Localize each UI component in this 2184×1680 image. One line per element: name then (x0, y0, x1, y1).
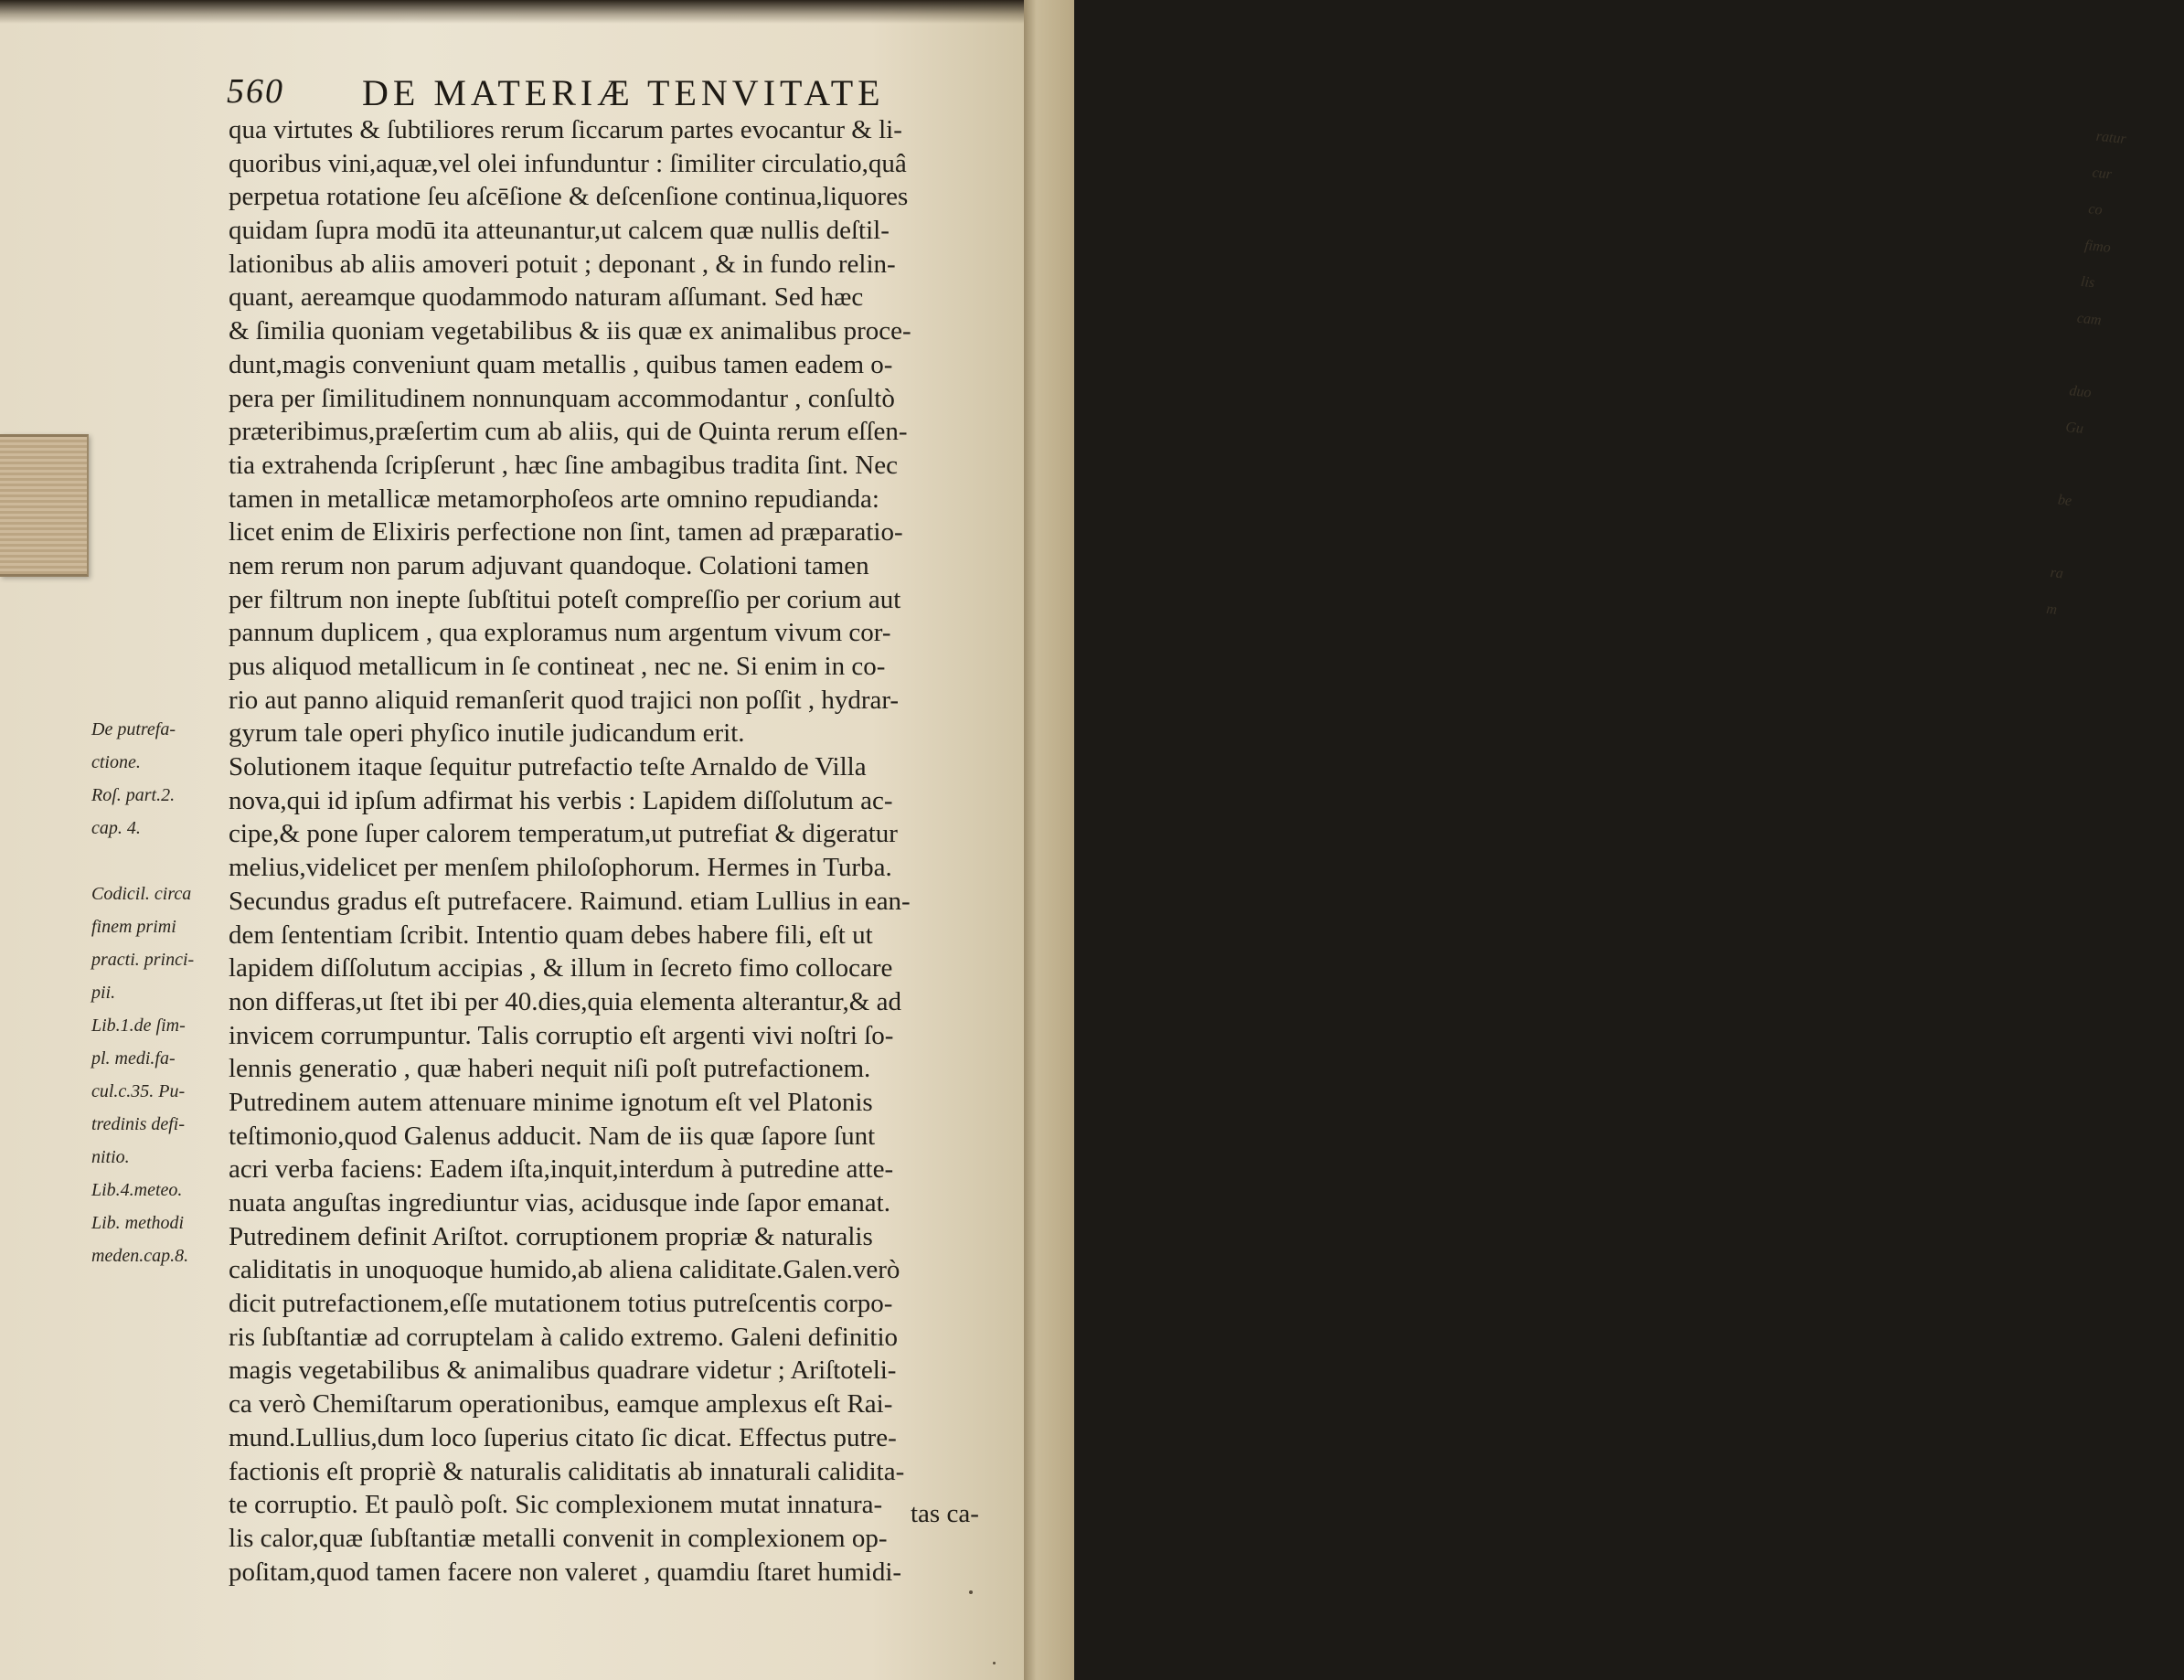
text-line: dem ſententiam ſcribit. Intentio quam debes habere fili, eſt ut (229, 920, 873, 950)
text-line: te corruptio. Et paulò poſt. Sic complexionem mutat innatura- (229, 1490, 883, 1520)
text-line: præteribimus,præſertim cum ab aliis, qui de Quinta rerum eſſen- (229, 417, 908, 447)
margin-note-line: ctione. (91, 752, 141, 772)
margin-note-line: Codicil. circa (91, 884, 192, 904)
text-line: lationibus ab aliis amoveri potuit ; deponant , & in fundo relin- (229, 249, 896, 279)
text-line: dicit putrefactionem,eſſe mutationem totius putreſcentis corpo- (229, 1289, 893, 1319)
margin-note-line: Lib.4.meteo. (91, 1180, 183, 1200)
text-line: lapidem diſſolutum accipias , & illum in ſecreto fimo collocare (229, 953, 893, 984)
page-edge-shadow (0, 0, 1024, 24)
text-line: invicem corrumpuntur. Talis corruptio eſt argenti vivi noſtri ſo- (229, 1020, 894, 1050)
text-line: quoribus vini,aquæ,vel olei infunduntur : ſimiliter circulatio,quâ (229, 148, 907, 178)
margin-note-line (91, 845, 227, 877)
text-line: Putredinem autem attenuare minime ignotum eſt vel Platonis (229, 1087, 873, 1117)
text-line: poſitam,quod tamen facere non valeret , quamdiu ſtaret humidi- (229, 1557, 902, 1587)
margin-note-line: Lib. methodi (91, 1213, 185, 1233)
text-line: lis calor,quæ ſubſtantiæ metalli convenit in complexionem op- (229, 1523, 888, 1553)
margin-note-line: pl. medi.fa- (91, 1048, 176, 1069)
text-line: nuata anguſtas ingrediuntur vias, acidusque inde ſapor emanat. (229, 1188, 890, 1217)
text-line: non differas,ut ſtet ibi per 40.dies,quia elementa alterantur,& ad (229, 986, 901, 1016)
text-line: acri verba faciens: Eadem iſta,inquit,interdum à putredine atte- (229, 1154, 894, 1185)
margin-note-line: pii. (91, 983, 116, 1003)
text-line: teſtimonio,quod Galenus adducit. Nam de iis quæ ſapore ſunt (229, 1121, 876, 1151)
show-through-text: ratur cur co fimo lis cam duo Gu be ra m (2045, 91, 2127, 618)
text-line: factionis eſt propriè & naturalis caliditatis ab innaturali calidita- (229, 1456, 905, 1486)
text-line: lennis generatio , quæ haberi nequit niſi poſt putrefactionem. (229, 1054, 871, 1084)
text-line: ca verò Chemiſtarum operationibus, eamque amplexus eſt Rai- (229, 1389, 893, 1419)
text-line: tamen in metallicæ metamorphoſeos arte omnino repudianda: (229, 484, 879, 514)
margin-note-line: Lib.1.de ſim- (91, 1015, 186, 1036)
text-line: nem rerum non parum adjuvant quandoque. Colationi tamen (229, 550, 869, 580)
text-line: & ſimilia quoniam vegetabilibus & iis quæ ex animalibus proce- (229, 316, 911, 346)
text-line: cipe,& pone ſuper calorem temperatum,ut putrefiat & digeratur (229, 819, 898, 849)
body-text (229, 113, 969, 1589)
margin-note-line: Roſ. part.2. (91, 785, 176, 805)
text-line: mund.Lullius,dum loco ſuperius citato ſic dicat. Effectus putre- (229, 1422, 897, 1452)
margin-notes (91, 713, 227, 1272)
text-line: pannum duplicem , qua exploramus num argentum vivum cor- (229, 618, 891, 648)
ink-speck (969, 1590, 973, 1594)
text-line: ris ſubſtantiæ ad corruptelam à calido extremo. Galeni definitio (229, 1322, 899, 1352)
text-line: pus aliquod metallicum in ſe contineat , nec ne. Si enim in co- (229, 652, 886, 681)
margin-note-line: meden.cap.8. (91, 1246, 189, 1266)
margin-note-line: cap. 4. (91, 818, 141, 838)
text-line: caliditatis in unoquoque humido,ab aliena caliditate.Galen.verò (229, 1255, 900, 1285)
text-line: rio aut panno aliquid remanſerit quod trajici non poſſit , hydrar- (229, 685, 900, 715)
catchword: tas ca- (911, 1499, 979, 1528)
page-number: 560 (227, 72, 284, 111)
next-page-edge (1024, 0, 2127, 1680)
ink-speck (993, 1662, 996, 1664)
margin-note-line: cul.c.35. Pu- (91, 1081, 186, 1101)
running-header (227, 64, 885, 113)
text-line: melius,videlicet per menſem philoſophorum. Hermes in Turba. (229, 853, 892, 883)
text-line: gyrum tale operi phyſico inutile judicandum erit. (229, 718, 745, 749)
margin-note-line: nitio. (91, 1147, 130, 1167)
text-line: quant, aereamque quodammodo naturam aſſumant. Sed hæc (229, 282, 864, 313)
text-line: licet enim de Elixiris perfectione non ſint, tamen ad præparatio- (229, 517, 903, 548)
paper-bookmark (0, 434, 89, 577)
margin-note-line: finem primi (91, 917, 176, 937)
text-line: nova,qui id ipſum adfirmat his verbis : Lapidem diſſolutum ac- (229, 785, 893, 815)
text-line: tia extrahenda ſcripſerunt , hæc ſine ambagibus tradita ſint. Nec (229, 450, 898, 480)
text-line: perpetua rotatione ſeu aſcēſione & deſcenſione continua,liquores (229, 182, 909, 212)
text-line: pera per ſimilitudinem nonnunquam accommodantur , conſultò (229, 383, 895, 413)
text-line: Putredinem definit Ariſtot. corruptionem propriæ & naturalis (229, 1221, 873, 1251)
margin-note-line: practi. princi- (91, 950, 195, 970)
text-line: per filtrum non inepte ſubſtitui poteſt compreſſio per corium aut (229, 584, 901, 614)
text-line: qua virtutes & ſubtiliores rerum ſiccarum partes evocantur & li- (229, 115, 902, 144)
running-title: DE MATERIÆ TENVITATE (362, 72, 885, 113)
text-line: Secundus gradus eſt putrefacere. Raimund. etiam Lullius in ean- (229, 886, 911, 916)
margin-note-line: tredinis defi- (91, 1114, 186, 1134)
text-line: quidam ſupra modū ita atteunantur,ut calcem quæ nullis deſtil- (229, 216, 890, 246)
margin-note-line: De putrefa- (91, 719, 176, 739)
text-line: Solutionem itaque ſequitur putrefactio teſte Arnaldo de Villa (229, 752, 867, 782)
text-line: magis vegetabilibus & animalibus quadrare videtur ; Ariſtoteli- (229, 1356, 897, 1386)
text-line: dunt,magis conveniunt quam metallis , quibus tamen eadem o- (229, 349, 893, 379)
book-page (0, 0, 1024, 1680)
